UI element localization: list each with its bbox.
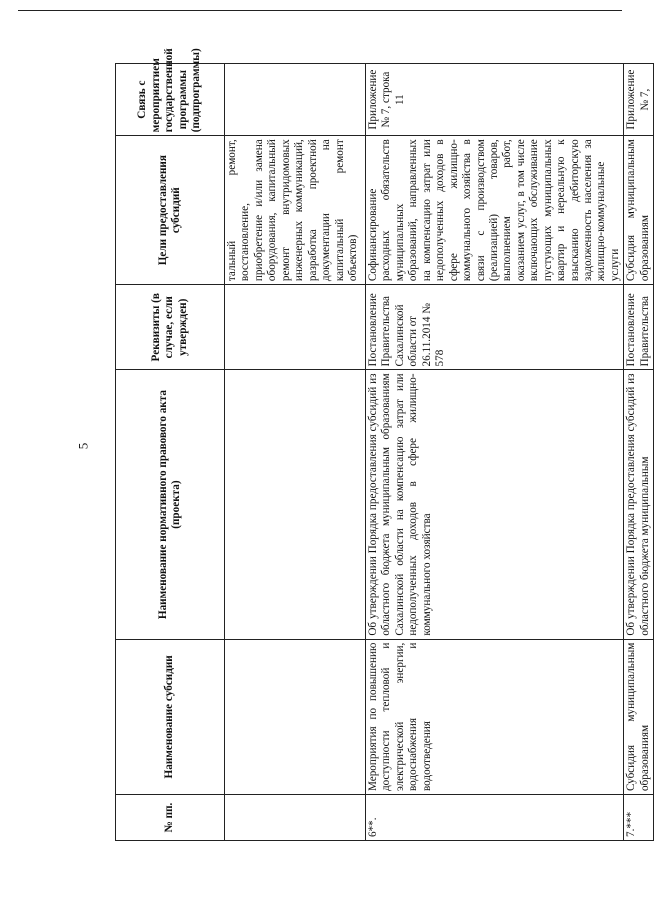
header-name: Наименование субсидии (116, 639, 225, 794)
cell-num: 6**. (366, 795, 624, 841)
cell-act: Об утверждении Порядка предоставления субсидий из областного бюджета муниципальным (624, 370, 654, 639)
cell-num: 7.*** (624, 795, 654, 841)
cell-name: Мероприятия по повышению доступности тепловой и электрической энергии, водоснабжения и водоотведения (366, 639, 624, 794)
cell-requisites: Постановление Правительства (624, 285, 654, 370)
cell-requisites (225, 285, 366, 370)
header-goal: Цели предоставления субсидий (116, 136, 225, 285)
cell-link (225, 64, 366, 136)
table-wrapper (115, 48, 651, 841)
cell-num (225, 795, 366, 841)
top-rule (18, 10, 622, 11)
rotated-table-area (115, 48, 651, 841)
table-row (366, 64, 624, 841)
header-link: Связь с мероприятием государственной программы (подпрограммы) (116, 64, 225, 136)
cell-act: Об утверждении Порядка предоставления субсидий из областного бюджета муниципальным образованиям Сахалинской области на компенсацию затрат или недополученных доходов в сфере жилищно-коммунального хозяйства (366, 370, 624, 639)
table-header-row (116, 64, 225, 841)
header-act: Наименование нормативного правового акта (проекта) (116, 370, 225, 639)
subsidy-table (115, 48, 654, 841)
header-requisites: Реквизиты (в случае, если утвержден) (116, 285, 225, 370)
cell-link: Приложение № 7, строка 11 (366, 64, 624, 136)
cell-name: Субсидия муниципальным образованиям (624, 639, 654, 794)
table-row (225, 64, 366, 841)
cell-requisites: Постановление Правительства Сахалинской области от 26.11.2014 № 578 (366, 285, 624, 370)
header-num: № пп. (116, 795, 225, 841)
page-number: 5 (75, 442, 91, 450)
cell-goal: Субсидия муниципальным образованиям (624, 136, 654, 285)
cell-link: Приложение № 7, (624, 64, 654, 136)
cell-goal: Софинансирование расходных обязательств муниципальных образований, направленных на компенсацию затрат или недополученных доходов в сфере жилищно-коммунального хозяйства в связи с производством (реализацией) товаров, выполнением работ, оказанием услуг, в том числе включающих обслуживание пустующих муниципальных квартир и нереальную к взысканию дебиторскую задолженность населения за жилищно-коммунальные услуги (366, 136, 624, 285)
cell-goal: тальный ремонт, восстановление, приобретение и/или замена оборудования, капитальный ремонт внутридомовых инженерных коммуникаций, разработка проектной документации на капитальный ремонт объектов) (225, 136, 366, 285)
cell-act (225, 370, 366, 639)
table-row (624, 64, 654, 841)
cell-name (225, 639, 366, 794)
